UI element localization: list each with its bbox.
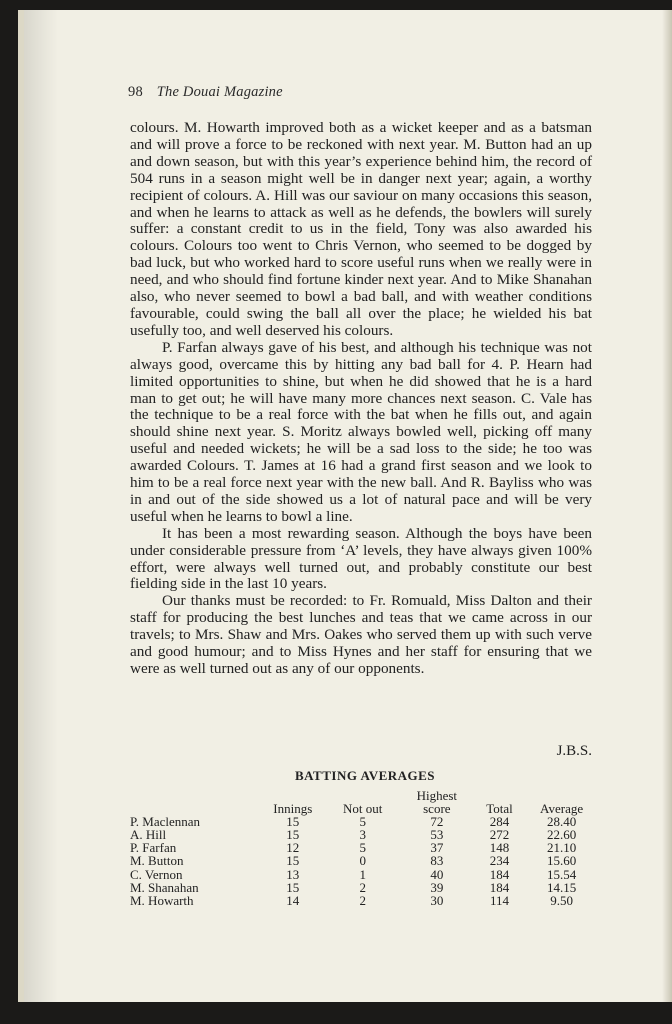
player-name: P. Farfan: [130, 840, 177, 856]
not-out-cell: 5: [359, 814, 366, 830]
running-head: [128, 84, 283, 101]
total-cell: 148: [489, 840, 510, 856]
average-cell: 15.60: [546, 853, 577, 869]
player-name: C. Vernon: [130, 866, 183, 882]
innings-cell: 12: [286, 840, 300, 856]
column-header-total: Total: [486, 801, 513, 817]
total-cell: 234: [489, 853, 510, 869]
table-row: [130, 868, 600, 881]
not-out-cell: 0: [359, 853, 366, 869]
not-out-cell: 3: [359, 827, 366, 843]
not-out-cell: 2: [359, 892, 366, 908]
column-header-highest-score: [398, 789, 476, 815]
total-cell: 184: [489, 866, 510, 882]
total-cell: 114: [489, 892, 509, 908]
table-header-row: [130, 789, 600, 815]
innings-cell: 15: [286, 879, 300, 895]
batting-averages-table: [130, 789, 600, 907]
player-name: M. Shanahan: [130, 879, 199, 895]
paragraph: P. Farfan always gave of his best, and although his technique was not always good, overcame this by hitting any bad ball for 4. P. Hearn had limited opportunities to shine, but when he did showed that he is a hard man to get out; he will have many more chances next season. C. Vale has the technique to be a real force with the bat when he fills out, and again should shine next year. S. Moritz always bowled well, picking off many useful and needed wickets; he will be a sad loss to the side; he too was awarded Colours. T. James at 16 had a grand first season and we look to him to be a real force next year with the new ball. And R. Bayliss who was in and out of the side showed us a lot of natural pace and will be very useful when he learns to bowl a line.: [130, 338, 592, 525]
column-header-average: Average: [540, 801, 584, 817]
innings-cell: 13: [286, 866, 300, 882]
highest-score-cell: 72: [430, 814, 444, 830]
page-number: 98: [128, 84, 143, 100]
player-name: A. Hill: [130, 827, 167, 843]
not-out-cell: 5: [359, 840, 366, 856]
innings-cell: 14: [286, 892, 300, 908]
player-name: M. Howarth: [130, 892, 194, 908]
total-cell: 284: [489, 814, 510, 830]
innings-cell: 15: [286, 814, 300, 830]
player-name: M. Button: [130, 853, 184, 869]
average-cell: 28.40: [546, 814, 577, 830]
spine-shadow: [24, 10, 58, 1002]
not-out-cell: 2: [359, 879, 366, 895]
highest-score-cell: 39: [430, 879, 444, 895]
column-header-highest-line1: Highest: [416, 788, 458, 803]
column-header-name: [130, 789, 258, 815]
average-cell: 9.50: [550, 892, 573, 908]
table-row: [130, 854, 600, 867]
innings-cell: 15: [286, 827, 300, 843]
page-edge: [662, 10, 672, 1002]
paragraph: colours. M. Howarth improved both as a wicket keeper and as a batsman and will prove a force to be reckoned with next year. M. Button had an up and down season, but with this year’s experience behind him, the record of 504 runs in a season might well be in danger next year; again, a worthy recipient of colours. A. Hill was our saviour on many occasions this season, and when he learns to attack as well as he defends, the bowlers will surely suffer: a constant credit to us in the field, Tony was also awarded his colours. Colours too went to Chris Vernon, who seemed to be dogged by bad luck, but who worked hard to score useful runs when we really were in need, and who should find fortune kinder next year. And to Mike Shanahan also, who never seemed to bowl a bad ball, and with weather conditions favourable, could swing the ball all over the place; he wielded his bat usefully too, and well deserved his colours.: [130, 119, 592, 339]
average-cell: 14.15: [546, 879, 577, 895]
magazine-title: The Douai Magazine: [156, 84, 283, 100]
book-page: [18, 10, 672, 1002]
column-header-innings: Innings: [273, 801, 313, 817]
column-header-not-out: Not out: [343, 801, 383, 817]
highest-score-cell: 30: [430, 892, 444, 908]
not-out-cell: 1: [359, 866, 366, 882]
average-cell: 21.10: [546, 840, 577, 856]
article-body: [130, 120, 592, 678]
paragraph: Our thanks must be recorded: to Fr. Romuald, Miss Dalton and their staff for producing the best lunches and teas that we came across in our travels; to Mrs. Shaw and Mrs. Oakes who served them up with such verve and good humour; and to Miss Hynes and her staff for ensuring that we were as well turned out as any of our opponents.: [130, 592, 592, 677]
table-row: [130, 881, 600, 894]
column-header-highest-line2: score: [423, 801, 451, 817]
highest-score-cell: 40: [430, 866, 444, 882]
paragraph: It has been a most rewarding season. Although the boys have been under considerable pressure from ‘A’ levels, they have always given 100% effort, were always well turned out, and probably constitute our best fielding side in the last 10 years.: [130, 524, 592, 593]
table-title: BATTING AVERAGES: [294, 768, 436, 783]
player-name: P. Maclennan: [130, 814, 201, 830]
highest-score-cell: 37: [430, 840, 444, 856]
total-cell: 184: [489, 879, 510, 895]
average-cell: 15.54: [546, 866, 577, 882]
author-signature: J.B.S.: [556, 743, 592, 759]
total-cell: 272: [489, 827, 510, 843]
innings-cell: 15: [286, 853, 300, 869]
highest-score-cell: 53: [430, 827, 444, 843]
average-cell: 22.60: [546, 827, 577, 843]
table-row: [130, 894, 600, 907]
highest-score-cell: 83: [430, 853, 444, 869]
